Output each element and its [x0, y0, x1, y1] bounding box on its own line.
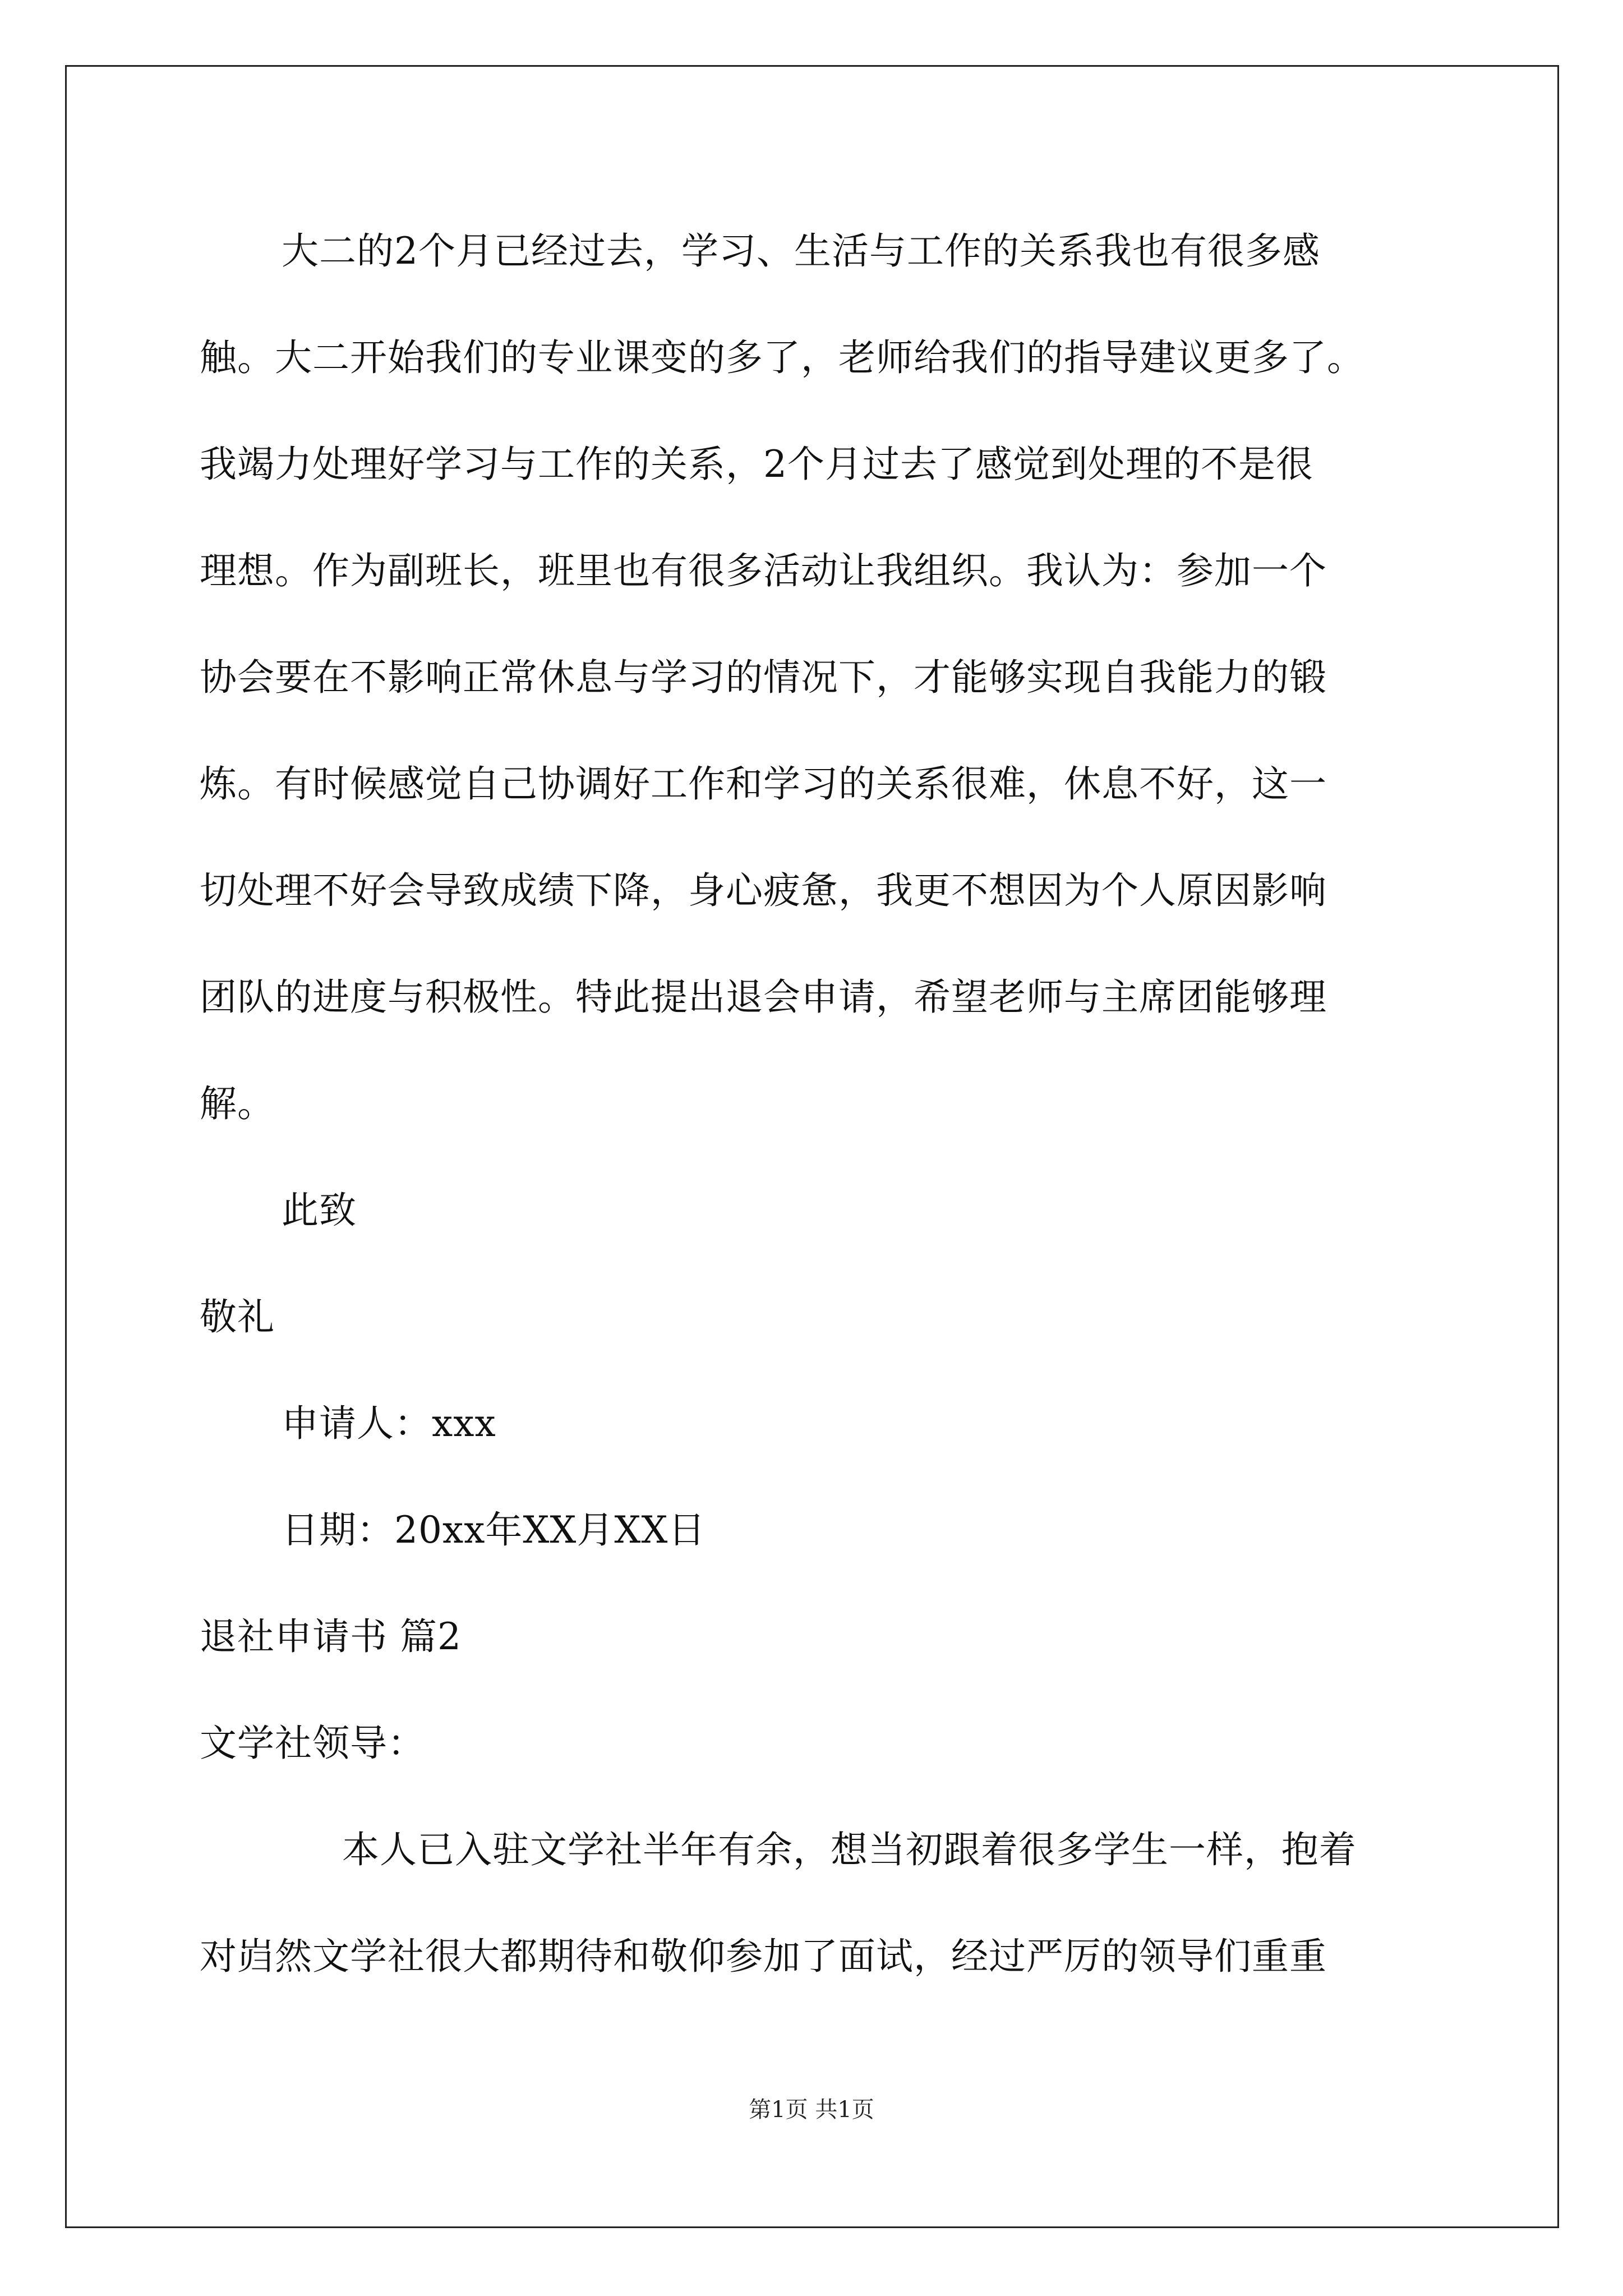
closing-regards: 敬礼	[200, 1295, 275, 1338]
body-line-4: 理想。作为副班长，班里也有很多活动让我组织。我认为：参加一个	[200, 549, 1327, 592]
body-line-7: 切处理不好会导致成绩下降，身心疲惫，我更不想因为个人原因影响	[200, 869, 1327, 912]
body-line-5: 协会要在不影响正常休息与学习的情况下，才能够实现自我能力的锻	[200, 656, 1327, 699]
page-footer: 第1页 共1页	[749, 2097, 874, 2123]
body-line-2: 触。大二开始我们的专业课变的多了，老师给我们的指导建议更多了。	[200, 336, 1364, 379]
applicant-line: 申请人：xxx	[282, 1402, 496, 1445]
date-line: 日期：20xx年XX月XX日	[282, 1508, 706, 1552]
body2-line-1: 本人已入驻文学社半年有余，想当初跟着很多学生一样，抱着	[342, 1828, 1357, 1871]
recipient-line: 文学社领导：	[200, 1722, 425, 1765]
body-line-9: 解。	[200, 1082, 275, 1125]
section-heading: 退社申请书 篇2	[200, 1615, 462, 1658]
body-line-3: 我竭力处理好学习与工作的关系，2个月过去了感觉到处理的不是很	[200, 443, 1313, 486]
body-line-1: 大二的2个月已经过去，学习、生活与工作的关系我也有很多感	[282, 229, 1320, 273]
closing-salutation: 此致	[282, 1189, 357, 1232]
body2-line-2: 对岿然文学社很大都期待和敬仰参加了面试，经过严厉的领导们重重	[200, 1935, 1327, 1978]
body-line-8: 团队的进度与积极性。特此提出退会申请，希望老师与主席团能够理	[200, 976, 1327, 1019]
page-border	[65, 65, 1559, 2228]
body-line-6: 炼。有时候感觉自己协调好工作和学习的关系很难，休息不好，这一	[200, 762, 1327, 806]
